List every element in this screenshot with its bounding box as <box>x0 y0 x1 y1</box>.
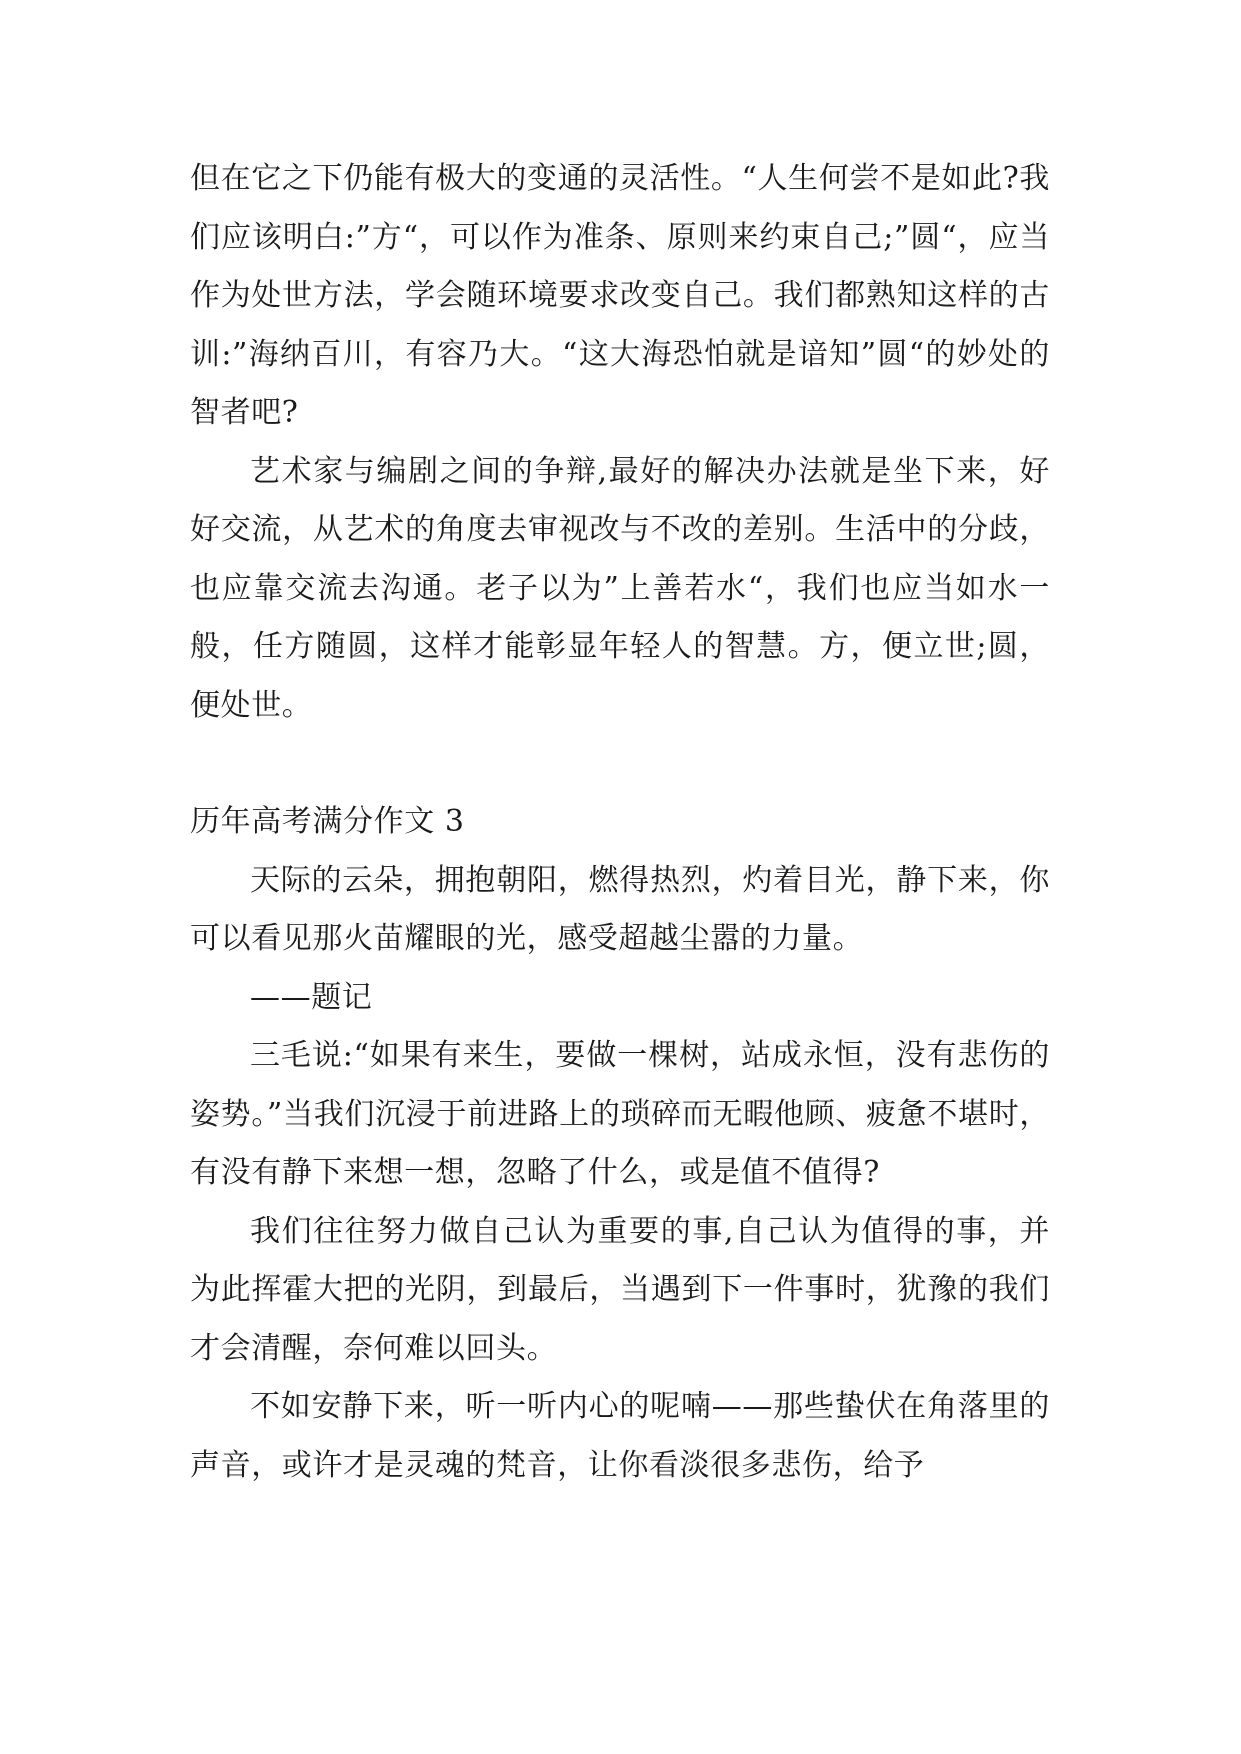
paragraph-inner-voice: 不如安静下来，听一听内心的呢喃——那些蛰伏在角落里的声音，或许才是灵魂的梵音，让你看淡很多悲伤，给予 <box>190 1389 1050 1483</box>
epigraph-attribution: ——题记 <box>250 979 373 1015</box>
paragraph-continuation: 但在它之下仍能有极大的变通的灵活性。“人生何尝不是如此?我们应该明白:”方“，可以作为准条、原则来约束自己;”圆“，应当作为处世方法，学会随环境要求改变自己。我们都熟知这样的古训:”海纳百川，有容乃大。“这大海恐怕就是谙知”圆“的妙处的智者吧? <box>190 161 1050 430</box>
paragraph-sanmao-quote: 三毛说:“如果有来生，要做一棵树，站成永恒，没有悲伤的姿势。”当我们沉浸于前进路上的琐碎而无暇他顾、疲惫不堪时，有没有静下来想一想，忽略了什么，或是值不值得? <box>190 1038 1050 1190</box>
document-page <box>190 150 1050 1495</box>
section-title: 历年高考满分作文 3 <box>190 804 465 839</box>
paragraph-artist-debate: 艺术家与编剧之间的争辩,最好的解决办法就是坐下来，好好交流，从艺术的角度去审视改与不改的差别。生活中的分歧，也应靠交流去沟通。老子以为”上善若水“，我们也应当如水一般，任方随圆，这样才能彰显年轻人的智慧。方，便立世;圆，便处世。 <box>190 453 1050 723</box>
paragraph-important-things: 我们往往努力做自己认为重要的事,自己认为值得的事，并为此挥霍大把的光阴，到最后，当遇到下一件事时，犹豫的我们才会清醒，奈何难以回头。 <box>190 1213 1050 1366</box>
paragraph-epigraph: 天际的云朵，拥抱朝阳，燃得热烈，灼着目光，静下来，你可以看见那火苗耀眼的光，感受超越尘嚣的力量。 <box>190 862 1050 956</box>
